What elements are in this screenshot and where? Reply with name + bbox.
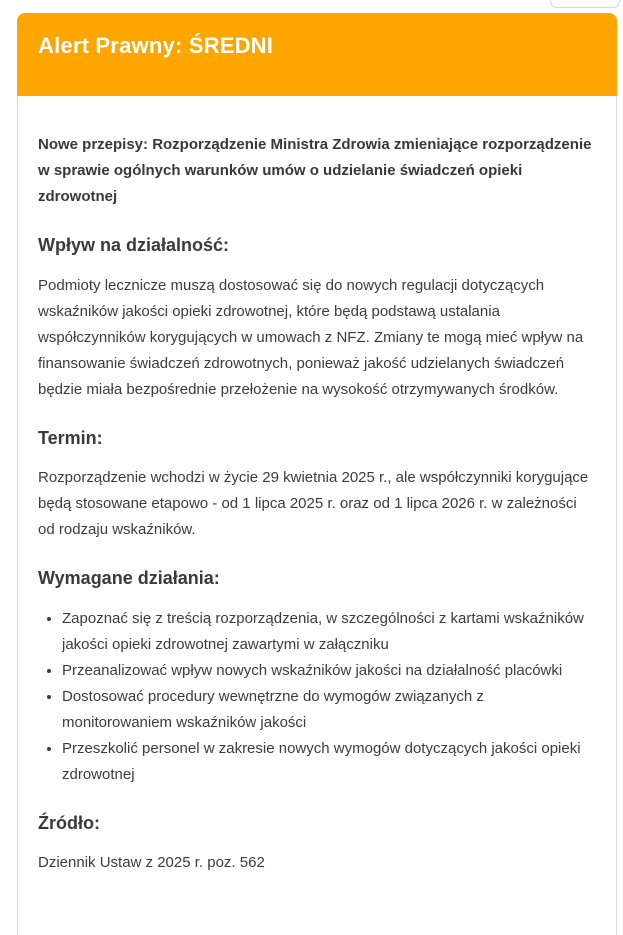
top-right-partial-element <box>550 0 620 8</box>
list-item: • Przeanalizować wpływ nowych wskaźników jakości na działalność placówki <box>62 658 596 684</box>
list-item: • Zapoznać się z treścią rozporządzenia, w szczególności z kartami wskaźników jakości opieki zdrowotnej zawartymi w załączniku <box>62 606 596 658</box>
alert-body <box>17 96 617 935</box>
section-heading-actions: Wymagane działania: <box>38 568 220 589</box>
section-heading-deadline: Termin: <box>38 427 103 448</box>
alert-title: Alert Prawny: ŚREDNI <box>38 33 274 58</box>
alert-header <box>17 13 617 96</box>
section-text-impact: Podmioty lecznicze muszą dostosować się do nowych regulacji dotyczących wskaźników jakości opieki zdrowotnej, które będą podstawą ustalania współczynników korygujących w umowach z NFZ. Zmiany te mogą mieć wpływ na finansowanie świadczeń zdrowotnych, ponieważ jakość udzielanych świadczeń będzie miała bezpośrednie przełożenie na wysokość otrzymywanych środków. <box>38 276 584 398</box>
section-heading-source: Źródło: <box>38 812 100 833</box>
section-text-source: Dziennik Ustaw z 2025 r. poz. 562 <box>38 854 265 872</box>
section-heading-impact: Wpływ na działalność: <box>38 235 230 256</box>
actions-list <box>38 606 596 788</box>
section-text-deadline: Rozporządzenie wchodzi w życie 29 kwietnia 2025 r., ale współczynniki korygujące będą stosowane etapowo - od 1 lipca 2025 r. oraz od 1 lipca 2026 r. w zależności od rodzaju wskaźników. <box>38 469 589 539</box>
alert-card <box>17 13 617 935</box>
list-item: • Dostosować procedury wewnętrzne do wymogów związanych z monitorowaniem wskaźników jakości <box>62 684 596 736</box>
list-item: • Przeszkolić personel w zakresie nowych wymogów dotyczących jakości opieki zdrowotnej <box>62 736 596 788</box>
alert-intro: Nowe przepisy: Rozporządzenie Ministra Zdrowia zmieniające rozporządzenie w sprawie ogólnych warunków umów o udzielanie świadczeń opieki zdrowotnej <box>38 136 592 206</box>
